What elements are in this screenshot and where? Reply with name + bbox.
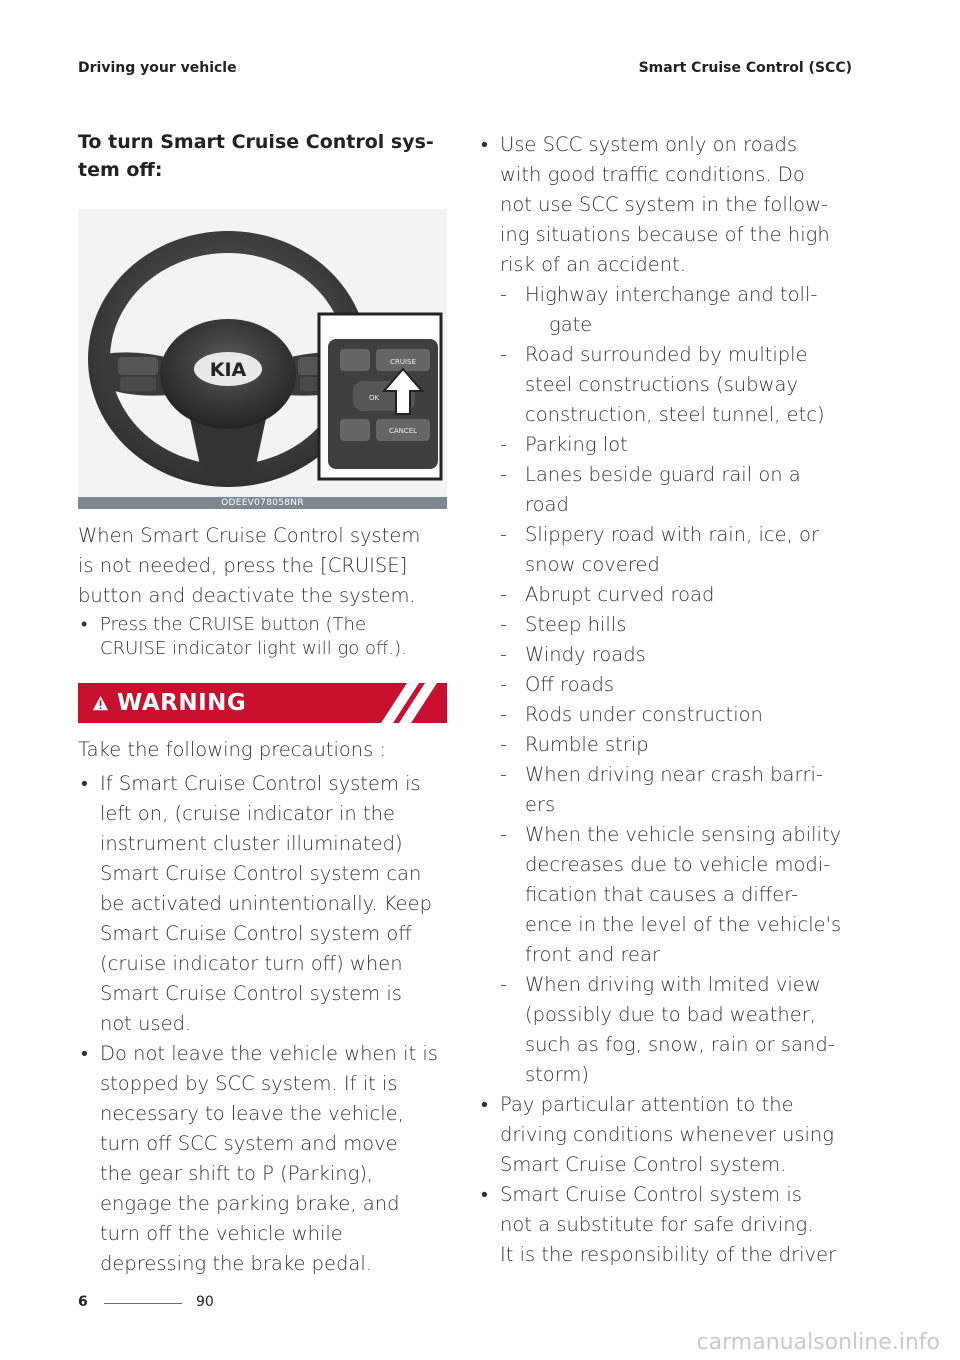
warning-line: stopped by SCC system. If it is bbox=[100, 1072, 398, 1095]
situation-line: Slippery road with rain, ice, or bbox=[525, 523, 819, 546]
situation-line: fication that causes a differ- bbox=[525, 883, 799, 906]
warning-line: not used. bbox=[100, 1012, 192, 1035]
section-heading: To turn Smart Cruise Control sys- tem off: bbox=[78, 131, 434, 181]
situation-item bbox=[478, 580, 850, 610]
situation-line: steel constructions (subway bbox=[525, 373, 798, 396]
bullet-line: It is the responsibility of the driver bbox=[500, 1243, 837, 1266]
warning-line: engage the parking brake, and bbox=[100, 1192, 400, 1215]
attention-bullet bbox=[478, 1090, 850, 1180]
bullet-line: not a substitute for safe driving. bbox=[500, 1213, 814, 1236]
running-header-chapter: Driving your vehicle bbox=[78, 60, 237, 76]
situation-line: snow covered bbox=[525, 553, 660, 576]
bullet-line: Press the CRUISE button (The bbox=[100, 614, 367, 635]
warning-line: turn off the vehicle while bbox=[100, 1222, 343, 1245]
bullet-dot-icon: • bbox=[81, 1042, 88, 1065]
situation-line: ence in the level of the vehicle's bbox=[525, 913, 842, 936]
situation-line: storm) bbox=[525, 1063, 590, 1086]
situation-item bbox=[478, 280, 850, 340]
dash-mark: - bbox=[500, 433, 508, 456]
dash-mark: - bbox=[500, 673, 508, 696]
paragraph-line: is not needed, press the [CRUISE] bbox=[78, 554, 408, 577]
warning-line: Smart Cruise Control system off bbox=[100, 922, 412, 945]
paragraph-line: button and deactivate the system. bbox=[78, 584, 416, 607]
cruise-button-label: CRUISE bbox=[390, 358, 416, 366]
dash-mark: - bbox=[500, 703, 508, 726]
situation-item bbox=[478, 730, 850, 760]
situation-line: gate bbox=[549, 313, 593, 336]
paragraph-line: When Smart Cruise Control system bbox=[78, 524, 421, 547]
warning-line: be activated unintentionally. Keep bbox=[100, 892, 432, 915]
footer-divider bbox=[104, 1303, 182, 1304]
left-column bbox=[78, 128, 448, 1279]
situation-line: When driving with lmited view bbox=[525, 973, 821, 996]
situation-line: Steep hills bbox=[525, 613, 627, 636]
warning-line: depressing the brake pedal. bbox=[100, 1252, 372, 1275]
right-column bbox=[478, 130, 850, 1270]
situation-item bbox=[478, 760, 850, 820]
warning-banner bbox=[78, 683, 447, 723]
cancel-button-label: CANCEL bbox=[388, 427, 418, 435]
situation-item bbox=[478, 820, 850, 970]
bullet-dot-icon: • bbox=[481, 1093, 488, 1116]
steering-wheel-illustration bbox=[78, 209, 447, 509]
situation-line: Road surrounded by multiple bbox=[525, 343, 808, 366]
situation-item bbox=[478, 640, 850, 670]
steering-wheel-figure bbox=[78, 209, 447, 509]
warning-line: Do not leave the vehicle when it is bbox=[100, 1042, 438, 1065]
dash-mark: - bbox=[500, 973, 508, 996]
instruction-paragraph bbox=[78, 521, 448, 611]
dash-mark: - bbox=[500, 733, 508, 756]
warning-triangle-icon bbox=[92, 695, 109, 712]
situation-line: road bbox=[525, 493, 569, 516]
bullet-dot-icon: • bbox=[81, 614, 88, 635]
situation-item bbox=[478, 340, 850, 430]
warning-line: (cruise indicator turn off) when bbox=[100, 952, 403, 975]
warning-line: turn off SCC system and move bbox=[100, 1132, 398, 1155]
dash-mark: - bbox=[500, 613, 508, 636]
situation-line: such as fog, snow, rain or sand- bbox=[525, 1033, 835, 1056]
bullet-line: not use SCC system in the follow- bbox=[500, 193, 829, 216]
dash-mark: - bbox=[500, 643, 508, 666]
situation-line: When the vehicle sensing ability bbox=[525, 823, 842, 846]
warning-line: Smart Cruise Control system is bbox=[100, 982, 402, 1005]
dash-mark: - bbox=[500, 463, 508, 486]
situation-line: decreases due to vehicle modi- bbox=[525, 853, 831, 876]
situation-line: Parking lot bbox=[525, 433, 628, 456]
running-header-section: Smart Cruise Control (SCC) bbox=[638, 60, 852, 76]
warning-label: WARNING bbox=[117, 690, 247, 716]
warning-line: instrument cluster illuminated) bbox=[100, 832, 403, 855]
situation-line: (possibly due to bad weather, bbox=[525, 1003, 816, 1026]
situation-line: When driving near crash barri- bbox=[525, 763, 823, 786]
ok-button-label: OK bbox=[368, 394, 380, 402]
bullet-dot-icon: • bbox=[481, 133, 488, 156]
figure-caption: ODEEV078058NR bbox=[78, 497, 447, 509]
situation-line: Rods under construction bbox=[525, 703, 763, 726]
bullet-line: risk of an accident. bbox=[500, 253, 686, 276]
situation-line: Off roads bbox=[525, 673, 614, 696]
bullet-line: Smart Cruise Control system. bbox=[500, 1153, 787, 1176]
bullet-line: Use SCC system only on roads bbox=[500, 133, 798, 156]
warning-bullet-item bbox=[78, 1039, 448, 1279]
bullet-line: CRUISE indicator light will go off.). bbox=[100, 638, 407, 659]
dash-mark: - bbox=[500, 283, 508, 306]
footer-page-number: 90 bbox=[196, 1294, 214, 1310]
situation-line: Windy roads bbox=[525, 643, 646, 666]
bullet-line: ing situations because of the high bbox=[500, 223, 830, 246]
situation-item bbox=[478, 460, 850, 520]
warning-stripes bbox=[381, 683, 443, 723]
instruction-bullet bbox=[78, 613, 448, 661]
watermark: carmanualsonline.info bbox=[696, 1330, 940, 1355]
situation-item bbox=[478, 970, 850, 1090]
warning-line: left on, (cruise indicator in the bbox=[100, 802, 395, 825]
warning-bullet-item bbox=[78, 769, 448, 1039]
warning-line: the gear shift to P (Parking), bbox=[100, 1162, 374, 1185]
situation-line: front and rear bbox=[525, 943, 661, 966]
dash-mark: - bbox=[500, 823, 508, 846]
bullet-dot-icon: • bbox=[481, 1183, 488, 1206]
bullet-dot-icon: • bbox=[81, 772, 88, 795]
dash-mark: - bbox=[500, 763, 508, 786]
situation-item bbox=[478, 520, 850, 580]
situation-line: Rumble strip bbox=[525, 733, 649, 756]
warning-line: If Smart Cruise Control system is bbox=[100, 772, 421, 795]
situation-item bbox=[478, 430, 850, 460]
kia-logo: KIA bbox=[209, 359, 247, 381]
warning-intro: Take the following precautions : bbox=[78, 738, 387, 761]
bullet-line: driving conditions whenever using bbox=[500, 1123, 834, 1146]
dash-mark: - bbox=[500, 343, 508, 366]
warning-line: Smart Cruise Control system can bbox=[100, 862, 422, 885]
situations-bullet bbox=[478, 130, 850, 280]
situation-line: construction, steel tunnel, etc) bbox=[525, 403, 825, 426]
bullet-line: Smart Cruise Control system is bbox=[500, 1183, 802, 1206]
situations-list bbox=[478, 280, 850, 1090]
responsibility-bullet bbox=[478, 1180, 850, 1270]
bullet-line: with good traffic conditions. Do bbox=[500, 163, 805, 186]
situation-line: Highway interchange and toll- bbox=[525, 283, 818, 306]
situation-item bbox=[478, 700, 850, 730]
situation-line: Abrupt curved road bbox=[525, 583, 715, 606]
situation-line: Lanes beside guard rail on a bbox=[525, 463, 801, 486]
situation-line: ers bbox=[525, 793, 556, 816]
situation-item bbox=[478, 670, 850, 700]
warning-bullet-list bbox=[78, 769, 448, 1279]
dash-mark: - bbox=[500, 523, 508, 546]
dash-mark: - bbox=[500, 583, 508, 606]
situation-item bbox=[478, 610, 850, 640]
bullet-line: Pay particular attention to the bbox=[500, 1093, 794, 1116]
footer-chapter-number: 6 bbox=[78, 1294, 88, 1310]
warning-line: necessary to leave the vehicle, bbox=[100, 1102, 404, 1125]
